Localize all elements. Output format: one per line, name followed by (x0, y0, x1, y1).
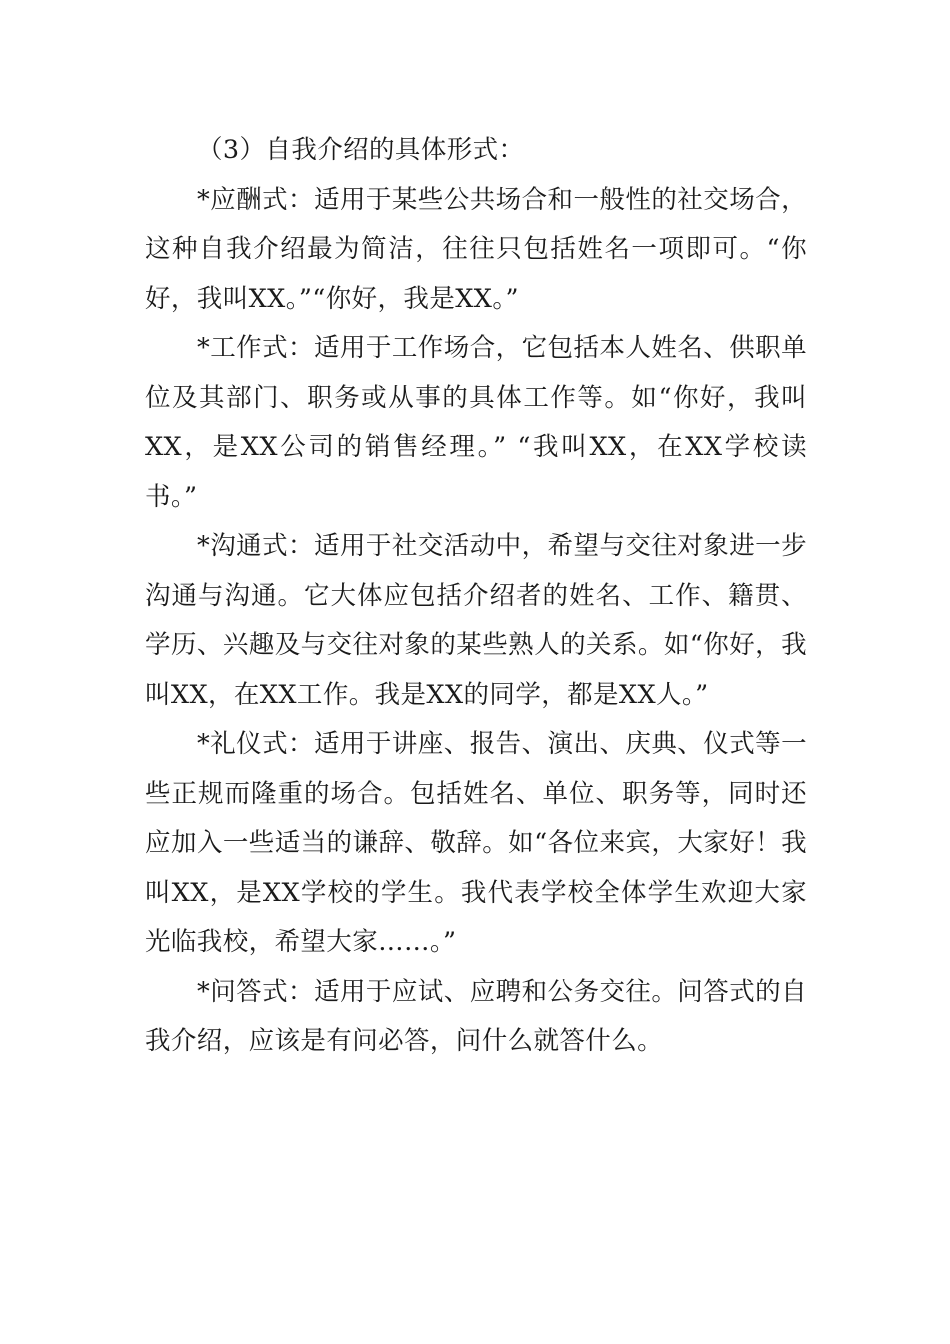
paragraph-wenda: *问答式：适用于应试、应聘和公务交往。问答式的自我介绍，应该是有问必答，问什么就答什么。 (145, 976, 807, 1056)
paragraph-liyi: *礼仪式：适用于讲座、报告、演出、庆典、仪式等一些正规而隆重的场合。包括姓名、单位、职务等，同时还应加入一些适当的谦辞、敬辞。如“各位来宾，大家好！我叫XX，是XX学校的学生。我代表学校全体学生欢迎大家光临我校，希望大家……。” (145, 729, 807, 957)
paragraph-yingchou: *应酬式：适用于某些公共场合和一般性的社交场合，这种自我介绍最为简洁，往往只包括姓名一项即可。“你好，我叫XX。”“你好，我是XX。” (145, 184, 807, 314)
document-body (145, 126, 807, 1067)
section-heading: （3）自我介绍的具体形式： (197, 135, 525, 165)
paragraph-gongzuo: *工作式：适用于工作场合，它包括本人姓名、供职单位及其部门、职务或从事的具体工作等。如“你好，我叫XX，是XX公司的销售经理。” “我叫XX，在XX学校读书。” (145, 333, 807, 512)
paragraph-goutong: *沟通式：适用于社交活动中，希望与交往对象进一步沟通与沟通。它大体应包括介绍者的姓名、工作、籍贯、学历、兴趣及与交往对象的某些熟人的关系。如“你好，我叫XX，在XX工作。我是XX的同学，都是XX人。” (145, 531, 807, 710)
